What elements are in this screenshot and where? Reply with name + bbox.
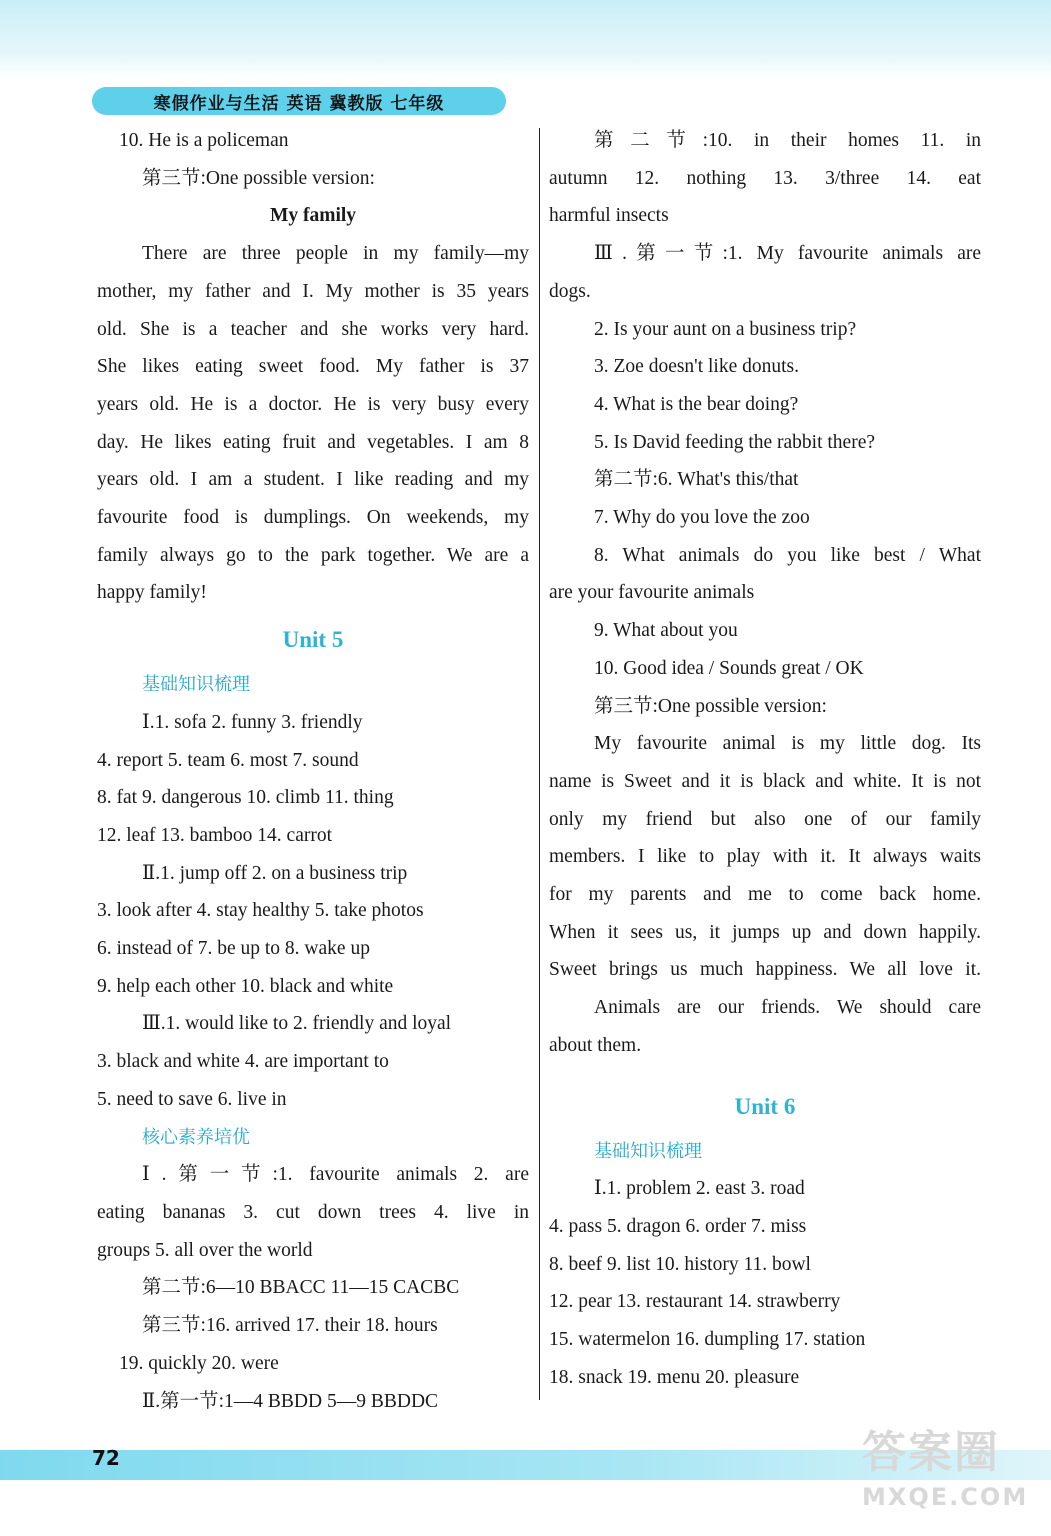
left-column: [97, 122, 529, 1420]
unit-heading: Unit 6: [734, 1093, 796, 1119]
answer-line: 3. look after 4. stay healthy 5. take photos: [97, 900, 424, 922]
essay-line: about them.: [549, 1034, 642, 1056]
right-column: [549, 122, 981, 1397]
essay-line: My favourite animal is my little dog. Its: [594, 733, 981, 755]
essay-line: old. She is a teacher and she works very hard.: [97, 318, 529, 340]
essay-line: Animals are our friends. We should care: [594, 997, 981, 1019]
answer-line: 3. Zoe doesn't like donuts.: [594, 356, 799, 378]
answer-line: 4. pass 5. dragon 6. order 7. miss: [549, 1215, 807, 1237]
section-label: 第三节:One possible version:: [142, 167, 375, 189]
answer-line: 12. pear 13. restaurant 14. strawberry: [549, 1291, 841, 1313]
answer-line: 8. What animals do you like best / What: [594, 544, 981, 566]
book-title-header: 寒假作业与生活 英语 冀教版 七年级: [92, 87, 506, 115]
watermark-logo-text: 答案圈: [862, 1427, 1000, 1478]
answer-line: 5. Is David feeding the rabbit there?: [594, 431, 876, 453]
answer-line: 4. report 5. team 6. most 7. sound: [97, 749, 359, 771]
answer-line: 10. He is a policeman: [119, 130, 289, 151]
answer-line: 10. Good idea / Sounds great / OK: [594, 657, 864, 679]
answer-line: 15. watermelon 16. dumpling 17. station: [549, 1329, 866, 1351]
site-watermark: [862, 1424, 1042, 1524]
answer-line: 第二节:6. What's this/that: [594, 469, 799, 491]
unit-heading: Unit 5: [282, 627, 344, 653]
subsection-heading: 基础知识梳理: [142, 674, 250, 696]
answer-line: 第三节:16. arrived 17. their 18. hours: [142, 1315, 438, 1337]
column-divider: [539, 128, 540, 1400]
essay-line: name is Sweet and it is black and white. It is not: [549, 770, 981, 792]
answer-line: Ⅰ.第一节:1. favourite animals 2. are: [142, 1164, 529, 1186]
essay-line: for my parents and me to come back home.: [549, 884, 981, 906]
section-label: 第三节:One possible version:: [594, 695, 827, 717]
essay-line: members. I like to play with it. It always waits: [549, 846, 981, 868]
answer-line: Ⅱ.1. jump off 2. on a business trip: [142, 862, 408, 884]
essay-title: My family: [269, 205, 357, 227]
answer-line: Ⅰ.1. problem 2. east 3. road: [594, 1178, 805, 1200]
essay-line: Sweet brings us much happiness. We all love it.: [549, 959, 981, 981]
subsection-heading: 基础知识梳理: [594, 1140, 702, 1162]
answer-line: Ⅲ.1. would like to 2. friendly and loyal: [142, 1013, 452, 1035]
answer-line: Ⅲ.第一节:1. My favourite animals are: [594, 243, 981, 265]
answer-line: autumn 12. nothing 13. 3/three 14. eat: [549, 167, 981, 189]
top-banner: [0, 0, 1051, 78]
page-number: 72: [92, 1446, 120, 1470]
answer-line: eating bananas 3. cut down trees 4. live in: [97, 1201, 529, 1223]
answer-line: dogs.: [549, 280, 591, 302]
answer-line: Ⅱ.第一节:1—4 BBDD 5—9 BBDDC: [142, 1390, 439, 1412]
subsection-heading: 核心素养培优: [142, 1126, 250, 1148]
spacer: [549, 1065, 981, 1079]
answer-line: harmful insects: [549, 205, 669, 227]
answer-line: 4. What is the bear doing?: [594, 393, 799, 415]
essay-line: only my friend but also one of our family: [549, 808, 981, 830]
answer-line: 8. beef 9. list 10. history 11. bowl: [549, 1253, 811, 1275]
answer-line: 第二节:6—10 BBACC 11—15 CACBC: [142, 1277, 460, 1299]
answer-line: 8. fat 9. dangerous 10. climb 11. thing: [97, 787, 394, 809]
answer-line: 第二节:10. in their homes 11. in: [594, 130, 981, 151]
answer-line: 12. leaf 13. bamboo 14. carrot: [97, 824, 333, 846]
answer-line: 3. black and white 4. are important to: [97, 1051, 389, 1073]
essay-line: There are three people in my family—my: [142, 243, 529, 265]
answer-line: 2. Is your aunt on a business trip?: [594, 318, 857, 340]
essay-line: years old. He is a doctor. He is very busy every: [97, 393, 529, 415]
essay-line: day. He likes eating fruit and vegetables. I am 8: [97, 431, 529, 453]
answer-line: 5. need to save 6. live in: [97, 1088, 287, 1110]
answer-line: 7. Why do you love the zoo: [594, 507, 810, 529]
essay-line: She likes eating sweet food. My father is 37: [97, 356, 529, 378]
essay-line: happy family!: [97, 582, 207, 604]
essay-line: When it sees us, it jumps up and down happily.: [549, 921, 981, 943]
essay-line: mother, my father and I. My mother is 35 years: [97, 280, 529, 302]
essay-line: family always go to the park together. We are a: [97, 544, 529, 566]
watermark-url: MXQE.COM: [862, 1483, 1029, 1511]
answer-line: 9. What about you: [594, 620, 738, 642]
answer-line: 9. help each other 10. black and white: [97, 975, 394, 997]
essay-line: years old. I am a student. I like reading and my: [97, 469, 529, 491]
answer-line: are your favourite animals: [549, 582, 755, 604]
answer-line: groups 5. all over the world: [97, 1239, 313, 1261]
answer-line: 18. snack 19. menu 20. pleasure: [549, 1366, 800, 1388]
essay-line: favourite food is dumplings. On weekends, my: [97, 507, 529, 529]
answer-line: 19. quickly 20. were: [119, 1352, 279, 1374]
answer-line: Ⅰ.1. sofa 2. funny 3. friendly: [142, 711, 363, 733]
answer-line: 6. instead of 7. be up to 8. wake up: [97, 938, 370, 960]
